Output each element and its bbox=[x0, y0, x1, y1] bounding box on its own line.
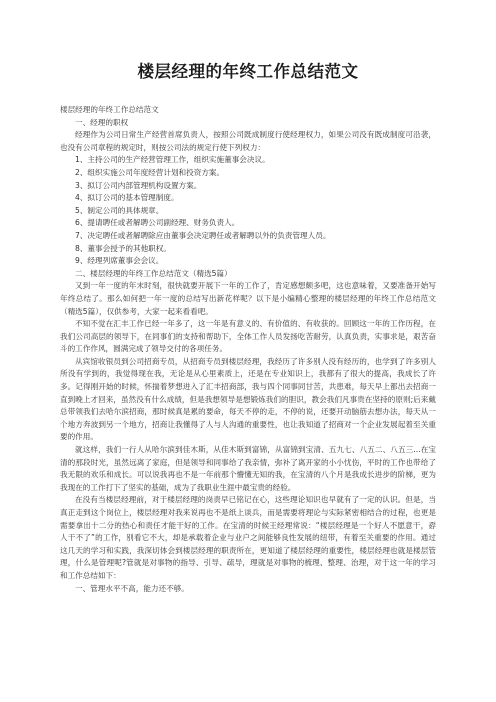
paragraph-duties-intro: 经理作为公司日常生产经营首席负责人，按照公司既成制度行使经理权力，如果公司没有既成制度可沿袭，也没有公司章程的规定时，则按公司法的规定行使下列权力： bbox=[60, 130, 436, 152]
paragraph-body: 就这样，我们一行人从哈尔滨到佳木斯，从佳木斯到富锦，从富锦到宝清、五九七、八五二、八五三...在宝清的那段时光，虽然远离了家庭，但是领导和同事给了我亲情，弥补了离开家的小小忧伤，平时的工作也带给了我无限的欢乐和成长。可以说我再也不是一年前那个懵懂无知的我，在宝清的八个月是我成长进步的阶梯，更为我现在的工作打下了坚实的基础，成为了我职业生涯中最宝贵的经验。 bbox=[60, 445, 436, 492]
duty-item: 7、决定聘任或者解聘除应由董事会决定聘任或者解聘以外的负责管理人员。 bbox=[75, 230, 331, 240]
paragraph-intro: 又到一年一度的年末时刻，很快就要开展下一年的工作了，肯定感想颇多吧，这也意味着，又要准备开始写年终总结了。那么如何把一年一度的总结写出新花样呢？以下是小编精心整理的楼层经理的年终工作总结范文（精选5篇），仅供参考，大家一起来看看吧。 bbox=[60, 281, 436, 316]
duty-item: 6、提请聘任或者解聘公司副经理、财务负责人。 bbox=[75, 218, 240, 228]
duty-item: 1、主持公司的生产经营管理工作，组织实施董事会决议。 bbox=[75, 155, 270, 165]
section-heading-summaries: 二、楼层经理的年终工作总结范文（精选5篇） bbox=[75, 268, 232, 278]
duty-item: 9、经理列席董事会会议。 bbox=[75, 256, 164, 266]
duty-item: 3、拟订公司内部管理机构设置方案。 bbox=[75, 180, 202, 190]
duty-item: 4、拟订公司的基本管理制度。 bbox=[75, 193, 179, 203]
duty-item: 5、制定公司的具体规章。 bbox=[75, 205, 164, 215]
paragraph-body: 从宾馆收银员到公司招商专员，从招商专员到楼层经理，我经历了许多别人没有经历的，也学到了许多别人所没有学到的，我觉得现在我，无论是从心里素质上，还是在专业知识上，我都有了很大的提高，我成长了许多。记得刚开始的时候，怀揣着梦想进入了汇丰招商部，我与四个同事同甘苦，共患难，每天早上都出去招商一直到晚上才回来，虽然没有什么成绩，但是我想领导是想锻炼我们的胆识，教会我们凡事贵在坚持的原则;后来戴总带领我们去哈尔滨招商，那时候真是累的要命，每天不停的走，不停的说，还要开动脑筋去想办法，每天从一个地方奔波到另一个地方，招商让我懂得了人与人沟通的重要性，也让我知道了招商对一个企业发展起着至关重要的作用。 bbox=[60, 356, 436, 442]
paragraph-body: 在没有当楼层经理前，对于楼层经理的岗责早已铭记在心，这些理论知识也早就有了一定的认识。但是，当真正走到这个岗位上，楼层经理对我来说再也不是纸上谈兵，而是需要将理论与实际紧密相结合的过程，也更是需要拿出十二分的热心和责任才能干好的工作。在宝清的时候王经理常说：“楼层经理是一个好人不愿意干，孬人干不了”的工作，别看它不大，却是承载着企业与业户之间能够良性发展的纽带，有着至关重要的作用。通过这几天的学习和实践，我深切体会到楼层经理的职责所在，更知道了楼层经理的重要性，楼层经理也就是楼层管理，什么是管理呢?管就是对事物的指导、引导、疏导，理就是对事物的梳理、整理、治理，对于这一年的学习和工作总结如下： bbox=[60, 495, 436, 580]
document-title: 楼层经理的年终工作总结范文 bbox=[137, 62, 359, 81]
document-subtitle: 楼层经理的年终工作总结范文 bbox=[60, 105, 159, 114]
summary-point-heading: 一、管理水平不高，能力还不够。 bbox=[75, 583, 189, 593]
duty-item: 2、组织实施公司年度经营计划和投资方案。 bbox=[75, 167, 225, 177]
paragraph-body: 不知不觉在汇丰工作已经一年多了，这一年是有意义的、有价值的、有收获的。回顾这一年的工作历程，在我们公司高层的领导下，在同事们的支持和帮助下，全体工作人员发扬吃苦耐劳，认真负责，实事求是，艰苦奋斗的工作作风，圆满完成了领导交付的各项任务。 bbox=[60, 319, 436, 354]
section-heading-duties: 一、经理的职权 bbox=[75, 117, 129, 127]
duty-item: 8、董事会授予的其他职权。 bbox=[75, 243, 171, 253]
